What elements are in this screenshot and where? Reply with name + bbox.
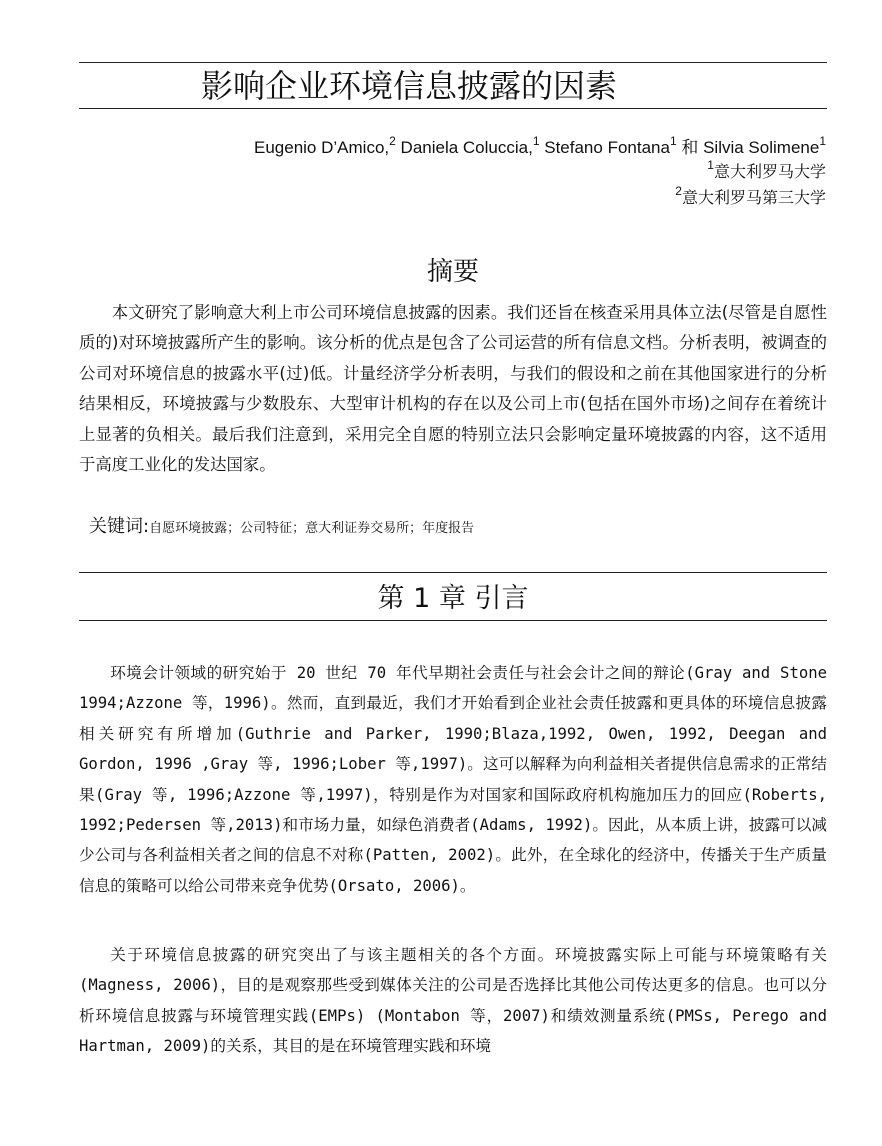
abstract-heading: 摘要 bbox=[426, 257, 479, 287]
affiliation-1 bbox=[707, 158, 826, 182]
title-bottom-rule bbox=[79, 108, 827, 109]
paper-title: 影响企业环境信息披露的因素 bbox=[200, 67, 617, 105]
author-list bbox=[254, 136, 826, 160]
author-name: 和 Silvia Solimene bbox=[676, 138, 820, 157]
author-affiliation-mark: 1 bbox=[819, 134, 826, 148]
chapter-heading: 第 1 章 引言 bbox=[377, 583, 529, 614]
chapter-bottom-rule bbox=[79, 620, 827, 621]
affiliation-mark: 2 bbox=[675, 184, 682, 198]
author-affiliation-mark: 1 bbox=[669, 134, 677, 148]
author-affiliation-mark: 1 bbox=[532, 134, 540, 148]
chapter-top-rule bbox=[79, 572, 827, 573]
keywords-text: 自愿环境披露；公司特征；意大利证券交易所；年度报告 bbox=[149, 521, 475, 536]
author-affiliation-mark: 2 bbox=[389, 134, 396, 148]
keywords-label: 关键词: bbox=[89, 516, 150, 537]
keywords bbox=[89, 512, 474, 538]
affiliation-2 bbox=[675, 184, 826, 208]
affiliation-text: 意大利罗马大学 bbox=[713, 162, 826, 181]
intro-paragraph-2: 关于环境信息披露的研究突出了与该主题相关的各个方面。环境披露实际上可能与环境策略有关(Magness, 2006)，目的是观察那些受到媒体关注的公司是否选择比其他公司传达更多的信息。也可以分析环境信息披露与环境管理实践(EMPs) (Montabon 等，2007)和绩效测量系统(PMSs, Perego and Hartman, 2009)的关系，其目的是在环境管理实践和环境 bbox=[79, 946, 827, 1056]
author-name: Eugenio D’Amico, bbox=[254, 138, 390, 157]
title-top-rule bbox=[79, 62, 827, 63]
affiliation-text: 意大利罗马第三大学 bbox=[681, 188, 826, 207]
affiliation-mark: 1 bbox=[707, 158, 714, 172]
author-name: Daniela Coluccia, bbox=[395, 138, 533, 157]
author-name: Stefano Fontana bbox=[539, 138, 670, 157]
abstract-text: 本文研究了影响意大利上市公司环境信息披露的因素。我们还旨在核查采用具体立法(尽管是自愿性质的)对环境披露所产生的影响。该分析的优点是包含了公司运营的所有信息文档。分析表明，被调查的公司对环境信息的披露水平(过)低。计量经济学分析表明，与我们的假设和之前在其他国家进行的分析结果相反，环境披露与少数股东、大型审计机构的存在以及公司上市(包括在国外市场)之间存在着统计上显著的负相关。最后我们注意到，采用完全自愿的特别立法只会影响定量环境披露的内容，这不适用于高度工业化的发达国家。 bbox=[79, 303, 827, 475]
intro-paragraph-1: 环境会计领域的研究始于 20 世纪 70 年代早期社会责任与社会会计之间的辩论(Gray and Stone 1994;Azzone 等，1996)。然而，直到最近，我们才开始看到企业社会责任披露和更具体的环境信息披露相关研究有所增加(Guthrie and Parker, 1990;Blaza,1992, Owen, 1992, Deegan and Gordon, 1996 ,Gray 等, 1996;Lober 等,1997)。这可以解释为向利益相关者提供信息需求的正常结果(Gray 等, 1996;Azzone 等,1997)，特别是作为对国家和国际政府机构施加压力的回应(Roberts, 1992;Pedersen 等,2013)和市场力量，如绿色消费者(Adams, 1992)。因此，从本质上讲，披露可以减少公司与各利益相关者之间的信息不对称(Patten, 2002)。此外，在全球化的经济中，传播关于生产质量信息的策略可以给公司带来竞争优势(Orsato, 2006)。 bbox=[79, 664, 827, 895]
